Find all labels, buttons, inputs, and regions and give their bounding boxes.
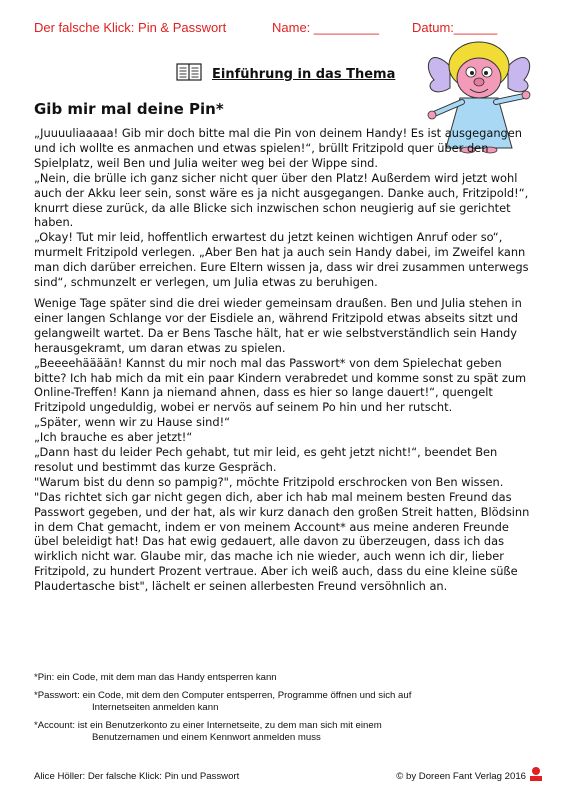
date-field-label: Datum:______: [412, 20, 498, 35]
note-password: [34, 690, 544, 714]
story-paragraph: „Dann hast du leider Pech gehabt, tut mir leid, es geht jetzt nicht!“, beendet Ben resolut und bestimmt das kurze Gespräch.: [34, 445, 498, 474]
footer-author: Alice Höller: Der falsche Klick: Pin und Passwort: [34, 771, 240, 782]
note-account-line: *Account: ist ein Benutzerkonto zu einer Internetseite, zu dem man sich mit einem: [34, 720, 382, 731]
story-text: [34, 126, 534, 594]
story-paragraph: „Beeeehääään! Kannst du mir noch mal das Passwort* von dem Spielechat geben bitte? Ich hab mich da mit ein paar Kindern verabredet und komme sonst zu spät zum Online-Treffen! Kann ja niemand ahnen, dass es hier so lange dauert!“, quengelt Fritzipold ungeduldig, wobei er nervös auf seinem Po hin und her rutscht.: [34, 355, 527, 415]
note-account: [34, 720, 544, 744]
glossary-notes: [34, 672, 544, 750]
story-title: Gib mir mal deine Pin*: [34, 100, 224, 118]
story-paragraph: „Okay! Tut mir leid, hoffentlich erwartest du jetzt keinen wichtigen Anruf oder so“, murmelt Fritzipold verlegen. „Aber Ben hat ja auch sein Handy dabei, im Zweifel kann man dich darüber erreichen. Eure Eltern wissen ja, dass wir drei zusammen unterwegs sind“, schmunzelt er verlegen, um Julia etwas zu beruhigen.: [34, 230, 529, 290]
story-paragraph: „Später, wenn wir zu Hause sind!“: [34, 415, 231, 430]
story-paragraph: "Warum bist du denn so pampig?", möchte Fritzipold erschrocken von Ben wissen.: [34, 474, 504, 489]
story-paragraph: „Ich brauche es aber jetzt!“: [34, 430, 193, 445]
note-password-line: *Passwort: ein Code, mit dem den Computer entsperren, Programme öffnen und sich auf: [34, 690, 412, 701]
section-title: Einführung in das Thema: [212, 66, 396, 82]
story-paragraph: „Nein, die brülle ich ganz sicher nicht quer über den Platz! Außerdem wird jetzt wohl auch der Akku leer sein, sonst wäre es ja nicht ausgegangen. Danke auch, Fritzipold!“, knurrt diese zurück, da alle Blicke sich inzwischen schon neugierig auf sie gerichtet haben.: [34, 170, 529, 230]
section-heading: [176, 63, 395, 85]
story-paragraph: Wenige Tage später sind die drei wieder gemeinsam draußen. Ben und Julia stehen in einer langen Schlange vor der Eisdiele an, während Fritzipold etwas abseits sitzt und gelangweilt wartet. Da er Bens Tasche hält, hat er wie selbstverständlich sein Handy herausgekramt, um daran etwas zu spielen.: [34, 295, 522, 355]
publisher-logo-icon: [528, 765, 544, 783]
page-footer: [34, 771, 544, 787]
book-icon: [176, 62, 202, 86]
story-paragraph: "Das richtet sich gar nicht gegen dich, aber ich hab mal meinem besten Freund das Passwort gegeben, und der hat, als wir kurz danach den großen Streit hatten, Blödsinn in dem Chat gemacht, indem er von meinem Account* aus meine anderen Freunde übel beleidigt hat! Das hat ewig gedauert, alle davon zu überzeugen, dass ich das wirklich nicht war. Glaube mir, das mache ich nie wieder, auch wenn ich dir, lieber Fritzipold, zu hundert Prozent vertraue. Aber ich weiß auch, dass du eine kleine süße Plaudertasche bist", lächelt er seinen allerbesten Freund versöhnlich an.: [34, 489, 530, 594]
footer-copyright: © by Doreen Fant Verlag 2016: [396, 771, 526, 782]
note-pin: *Pin: ein Code, mit dem man das Handy entsperren kann: [34, 672, 277, 683]
story-paragraph: „Juuuuliaaaaa! Gib mir doch bitte mal die Pin von deinem Handy! Es ist ausgegangen und ich wollte es anmachen und etwas spielen!“, brüllt Fritzipold quer über den Spielplatz, weil Ben und Julia weiter weg bei der Wippe sind.: [34, 126, 523, 170]
name-field-label: Name: _________: [272, 20, 379, 35]
note-password-line: Internetseiten anmelden kann: [92, 702, 219, 713]
note-account-line: Benutzernamen und einem Kennwort anmelden muss: [92, 732, 321, 743]
worksheet-title: Der falsche Klick: Pin & Passwort: [34, 20, 227, 35]
